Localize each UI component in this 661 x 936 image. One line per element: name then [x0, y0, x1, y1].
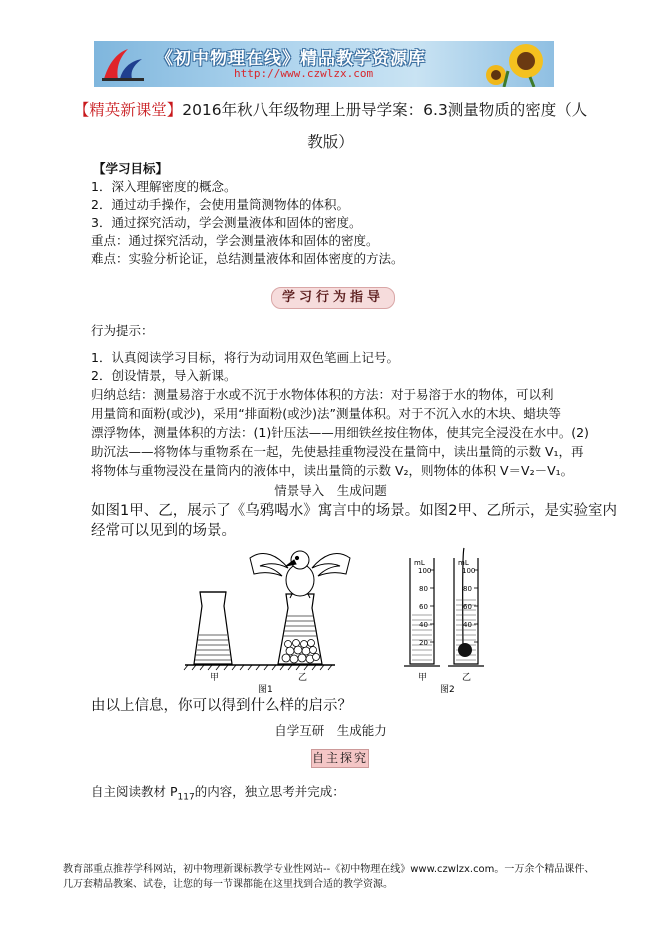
read-post: 的内容，独立思考并完成： — [194, 784, 345, 799]
fig1-caption: 图1 — [258, 685, 273, 695]
objectives-heading: 【学习目标】 — [93, 161, 169, 176]
question-text: 由以上信息，你可以得到什么样的启示？ — [91, 698, 352, 714]
stone-icon — [458, 643, 472, 657]
title-bracket: 【精英新课堂】 — [73, 101, 183, 119]
intro-paragraph: 如图1甲、乙，展示了《乌鸦喝水》寓言中的场景。如图2甲、乙所示，是实验室内 — [91, 503, 617, 519]
fig1-label-yi: 乙 — [298, 673, 308, 683]
logo-icon — [98, 45, 148, 83]
tick-label: 80 — [419, 585, 428, 593]
tick-label: 100 — [462, 567, 476, 575]
jar-left — [194, 592, 232, 664]
banner-title: 《初中物理在线》精品教学资源库 — [156, 49, 426, 69]
footer-line: 几万套精品教案、试卷，让您的每一节课都能在这里找到合适的教学资源。 — [63, 879, 393, 890]
page-title-line2: 教版） — [307, 133, 354, 151]
fig2-caption: 图2 — [440, 685, 455, 695]
read-pre: 自主阅读教材 P — [91, 784, 178, 799]
tick-label: 100 — [418, 567, 432, 575]
intro-paragraph: 经常可以见到的场景。 — [91, 523, 236, 539]
tick-label: 40 — [419, 621, 428, 629]
footer-line: 教育部重点推荐学科网站，初中物理新课标教学专业性网站--《初中物理在线》www.czwlzx.com。一万余个精品课件、 — [63, 864, 595, 875]
read-page: 117 — [177, 792, 195, 803]
fig2-label-jia: 甲 — [418, 673, 428, 683]
cylinder-unit: mL — [458, 559, 469, 567]
behavior-guide-banner: 学习行为指导 — [271, 287, 395, 309]
summary-line: 漂浮物体，测量体积的方法：(1)针压法——用细铁丝按住物体，使其完全浸没在水中。(2) — [91, 425, 589, 440]
objective-item: 2．通过动手操作，会使用量筒测物体的体积。 — [91, 197, 349, 212]
tick-label: 60 — [463, 603, 472, 611]
difficulty-point: 难点：实验分析论证，总结测量液体和固体密度的方法。 — [91, 251, 404, 266]
objective-item: 3．通过探究活动，学会测量液体和固体的密度。 — [91, 215, 362, 230]
fig1-label-jia: 甲 — [210, 673, 220, 683]
section-heading-intro: 情景导入 生成问题 — [274, 483, 387, 498]
summary-line: 将物体与重物浸没在量筒内的液体中，读出量筒的示数 V₂，则物体的体积 V＝V₂－V₁。 — [91, 463, 574, 478]
section-heading-selfstudy: 自学互研 生成能力 — [274, 723, 387, 738]
cylinder-unit: mL — [414, 559, 425, 567]
objective-item: 1．深入理解密度的概念。 — [91, 179, 237, 194]
header-banner — [94, 41, 554, 87]
banner-url[interactable]: http://www.czwlzx.com — [234, 67, 374, 80]
read-instruction — [91, 783, 345, 807]
tip-item: 2．创设情景，导入新课。 — [91, 368, 237, 383]
summary-line: 用量筒和面粉(或沙)，采用“排面粉(或沙)法”测量体积。对于不沉入水的木块、蜡块等 — [91, 406, 561, 421]
sunflower-icon — [474, 41, 554, 87]
tip-item: 1．认真阅读学习目标，将行为动词用双色笔画上记号。 — [91, 350, 399, 365]
summary-line: 归纳总结：测量易溶于水或不沉于水物体体积的方法：对于易溶于水的物体，可以利 — [91, 387, 554, 402]
self-explore-box: 自主探究 — [311, 749, 369, 768]
summary-line: 助沉法——将物体与重物系在一起，先使悬挂重物浸没在量筒中，读出量筒的示数 V₁，再 — [91, 444, 584, 459]
tick-label: 80 — [463, 585, 472, 593]
title-text: 2016年秋八年级物理上册导学案：6.3测量物质的密度（人 — [182, 101, 588, 119]
page-title-line1 — [0, 98, 661, 120]
tips-heading: 行为提示： — [91, 323, 154, 338]
crow-icon — [250, 551, 350, 598]
tick-label: 40 — [463, 621, 472, 629]
tick-label: 60 — [419, 603, 428, 611]
fig2-label-yi: 乙 — [462, 673, 472, 683]
figure-illustration — [180, 540, 500, 700]
key-point: 重点：通过探究活动，学会测量液体和固体的密度。 — [91, 233, 379, 248]
tick-label: 20 — [419, 639, 428, 647]
